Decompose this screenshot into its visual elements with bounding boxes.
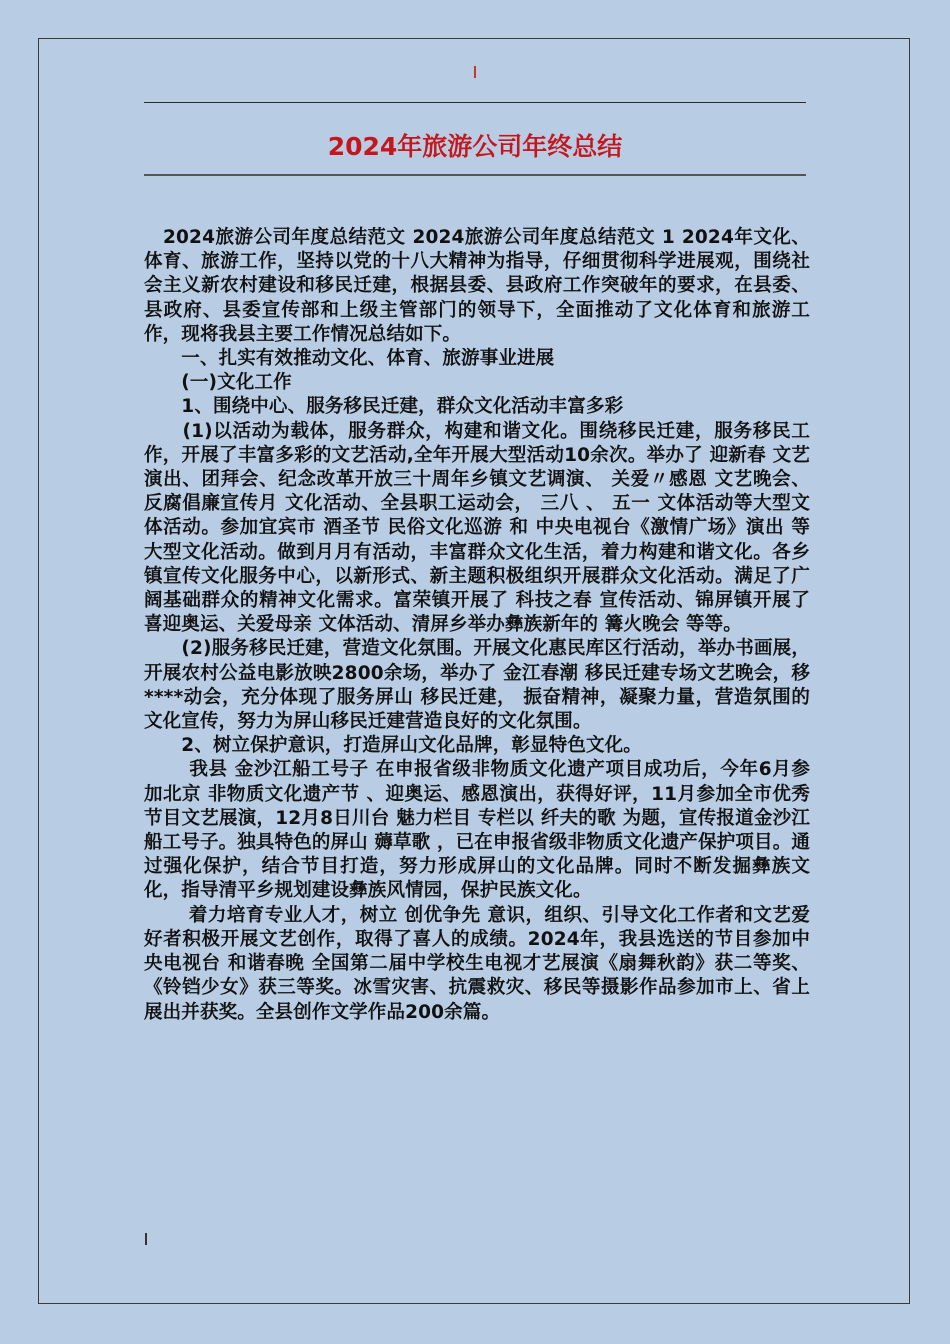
- heading-section-1: 一、扎实有效推动文化、体育、旅游事业进展: [144, 348, 555, 370]
- footer-cursor-mark: [145, 1233, 147, 1245]
- heading-item-1: 1、围绕中心、服务移民迁建，群众文化活动丰富多彩: [144, 396, 624, 418]
- paragraph-migration: (2)服务移民迁建，营造文化氛围。开展文化惠民库区行活动，举办书画展，开展农村公益电影放映2800余场，举办了 金江春潮 移民迁建专场文艺晚会，移****动会，充分体现了服务屏山 移民迁建， 振奋精神，凝聚力量，营造氛围的文化宣传，努力为屏山移民迁建营造良好的文化氛围。: [144, 638, 810, 733]
- title-rule: [144, 174, 806, 176]
- header-rule: [144, 102, 806, 103]
- header-cursor-mark: [474, 66, 476, 78]
- paragraph-activities: (1)以活动为载体，服务群众，构建和谐文化。围绕移民迁建，服务移民工作，开展了丰富多彩的文艺活动,全年开展大型活动10余次。举办了 迎新春 文艺演出、团拜会、纪念改革开放三十周年乡镇文艺调演、 关爱〃感恩 文艺晚会、 反腐倡廉宣传月 文化活动、全县职工运动会， 三八 、 五一 文体活动等大型文体活动。参加宜宾市 酒圣节 民俗文化巡游 和 中央电视台《激情广场》演出 等大型文化活动。做到月月有活动，丰富群众文化生活，着力构建和谐文化。各乡镇宣传文化服务中心，以新形式、新主题积极组织开展群众文化活动。满足了广阔基础群众的精神文化需求。富荣镇开展了 科技之春 宣传活动、锦屏镇开展了 喜迎奥运、关爱母亲 文体活动、清屏乡举办彝族新年的 篝火晚会 等等。: [144, 420, 810, 636]
- heading-item-2: 2、树立保护意识，打造屏山文化品牌，彰显特色文化。: [144, 735, 642, 757]
- paragraph-intro: 2024旅游公司年度总结范文 2024旅游公司年度总结范文 1 2024年文化、体育、旅游工作，坚持以党的十八大精神为指导，仔细贯彻科学进展观，围绕社会主义新农村建设和移民迁建，根据县委、县政府工作突破年的要求，在县委、县政府、县委宣传部和上级主管部门的领导下，全面推动了文化体育和旅游工作，现将我县主要工作情况总结如下。: [144, 227, 810, 345]
- document-body: [144, 226, 810, 1025]
- paragraph-heritage: 我县 金沙江船工号子 在申报省级非物质文化遗产项目成功后，今年6月参加北京 非物质文化遗产节 、迎奥运、感恩演出，获得好评，11月参加全市优秀节目文艺展演，12月8日川台 魅力栏目 专栏以 纤夫的歌 为题，宣传报道金沙江船工号子。独具特色的屏山 薅草歌 ，已在申报省级非物质文化遗产保护项目。通过强化保护，结合节目打造，努力形成屏山的文化品牌。同时不断发掘彝族文化，指导清平乡规划建设彝族风情园，保护民族文化。: [144, 759, 810, 902]
- heading-culture-work: (一)文化工作: [144, 372, 292, 394]
- document-title: 2024年旅游公司年终总结: [327, 132, 623, 161]
- paragraph-talent: 着力培育专业人才，树立 创优争先 意识，组织、引导文化工作者和文艺爱好者积极开展文艺创作，取得了喜人的成绩。2024年，我县选送的节目参加中央电视台 和谐春晚 全国第二届中学校生电视才艺展演《扇舞秋韵》获二等奖、《铃铛少女》获三等奖。冰雪灾害、抗震救灾、移民等摄影作品参加市上、省上展出并获奖。全县创作文学作品200余篇。: [144, 904, 810, 1023]
